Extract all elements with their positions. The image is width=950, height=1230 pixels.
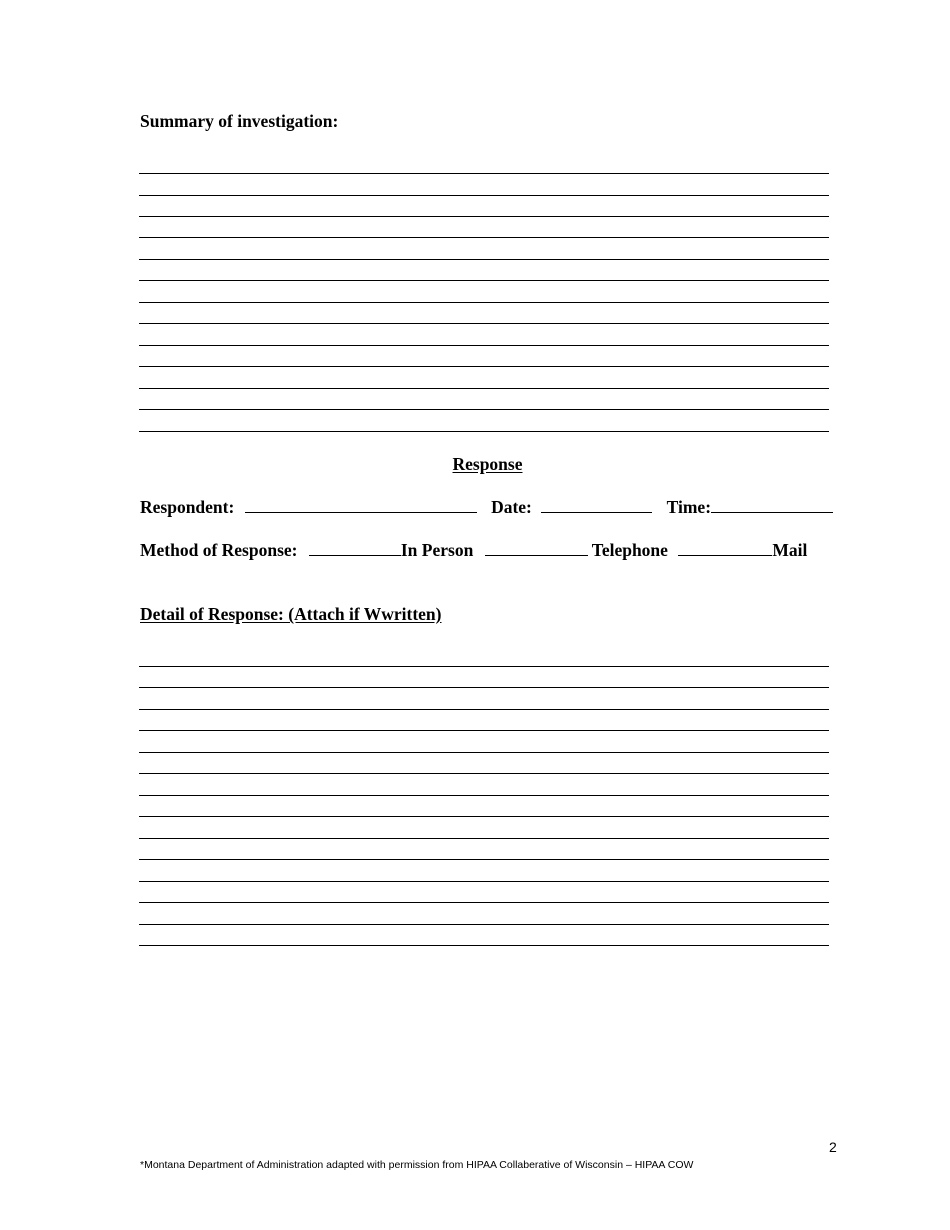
method-row [140,540,807,561]
mail-blank[interactable] [678,541,772,556]
writing-line[interactable] [139,237,829,238]
writing-line[interactable] [139,173,829,174]
writing-line[interactable] [139,902,829,903]
writing-line[interactable] [139,773,829,774]
writing-line[interactable] [139,730,829,731]
method-label: Method of Response: [140,540,298,560]
footer-note: *Montana Department of Administration adapted with permission from HIPAA Collaberative of Wisconsin – HIPAA COW [140,1159,694,1171]
writing-line[interactable] [139,816,829,817]
writing-line[interactable] [139,687,829,688]
writing-line[interactable] [139,345,829,346]
in-person-blank[interactable] [309,541,401,556]
writing-line[interactable] [139,195,829,196]
response-title: Response [452,454,523,474]
respondent-label: Respondent: [140,497,235,517]
writing-line[interactable] [139,709,829,710]
writing-line[interactable] [139,838,829,839]
writing-line[interactable] [139,795,829,796]
writing-line[interactable] [139,366,829,367]
date-label: Date: [491,497,532,517]
writing-line[interactable] [139,388,829,389]
date-field[interactable] [541,498,652,513]
summary-heading: Summary of investigation: [140,111,339,131]
writing-line[interactable] [139,259,829,260]
mail-option: Mail [772,540,808,560]
time-field[interactable] [711,498,833,513]
writing-line[interactable] [139,280,829,281]
writing-line[interactable] [139,666,829,667]
writing-line[interactable] [139,859,829,860]
time-label: Time: [666,497,712,517]
respondent-row [140,497,833,518]
in-person-option: In Person [400,540,474,560]
writing-line[interactable] [139,881,829,882]
telephone-option: Telephone [591,540,668,560]
telephone-blank[interactable] [485,541,588,556]
writing-line[interactable] [139,323,829,324]
writing-line[interactable] [139,924,829,925]
page-number: 2 [829,1139,837,1155]
respondent-field[interactable] [245,498,477,513]
writing-line[interactable] [139,945,829,946]
writing-line[interactable] [139,216,829,217]
writing-line[interactable] [139,302,829,303]
writing-line[interactable] [139,752,829,753]
writing-line[interactable] [139,431,829,432]
writing-line[interactable] [139,409,829,410]
detail-heading: Detail of Response: (Attach if Wwritten) [140,604,442,624]
